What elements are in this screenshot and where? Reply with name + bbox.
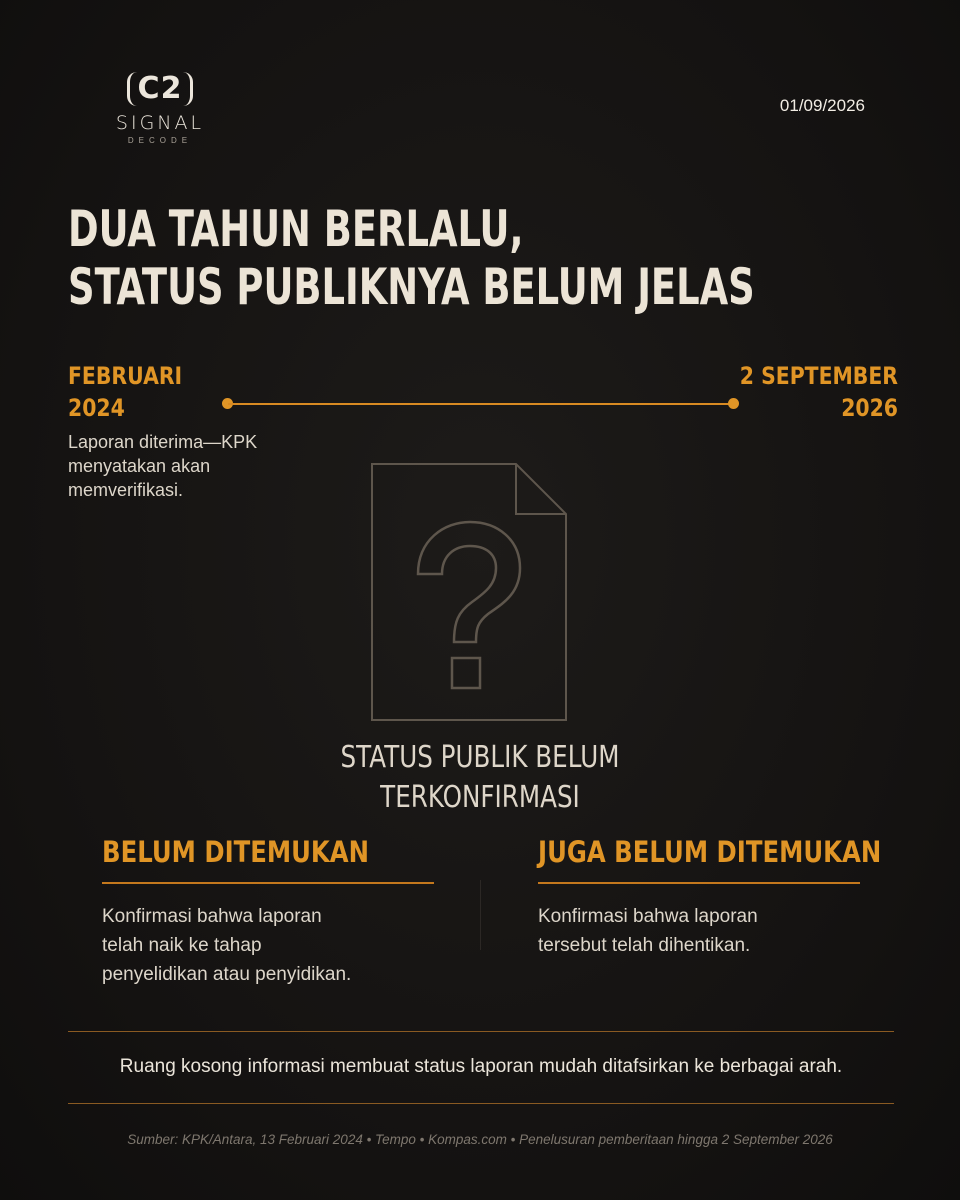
column-rule [538,882,860,884]
headline-line-2: STATUS PUBLIKNYA BELUM JELAS [68,258,755,316]
column-body [102,902,434,989]
footer-rule-bottom [68,1103,894,1104]
timeline-start [68,360,202,424]
timeline-start-note: Laporan diterima—KPK menyatakan akan memverifikasi. [68,432,258,500]
column-title: JUGA BELUM DITEMUKAN [538,835,882,869]
status-label [316,738,644,818]
column-body-line: Konfirmasi bahwa laporan [538,906,758,927]
timeline-end-day-month: 2 SEPTEMBER [739,362,898,390]
document-question-icon [370,462,568,722]
column-body [538,902,860,960]
footer-statement: Ruang kosong informasi membuat status laporan mudah ditafsirkan ke berbagai arah. [119,1056,843,1077]
brand-logo [100,72,220,145]
timeline-end [700,360,898,424]
logo-name: SIGNAL [115,112,205,134]
column-body-line: penyelidikan atau penyidikan. [102,964,352,985]
source-note: Sumber: KPK/Antara, 13 Februari 2024 • Tempo • Kompas.com • Penelusuran pemberitaan hingga 2 September 2026 [127,1132,833,1147]
status-line-2: TERKONFIRMASI [380,780,580,815]
publish-date: 01/09/2026 [779,96,865,115]
column-body-line: Konfirmasi bahwa laporan [102,906,322,927]
column-rule [102,882,434,884]
column-body-line: telah naik ke tahap [102,935,262,956]
timeline-end-year: 2026 [841,394,898,422]
column-body-line: tersebut telah dihentikan. [538,935,751,956]
column-divider [480,880,481,950]
timeline-start-year: 2024 [68,394,125,422]
column-title: BELUM DITEMUKAN [102,835,370,869]
footer-rule-top [68,1031,894,1032]
timeline-line [228,403,734,405]
logo-tagline: DECODE [127,136,193,145]
logo-mark: C2 [127,72,194,106]
timeline-start-month: FEBRUARI [68,362,183,390]
headline-line-1: DUA TAHUN BERLALU, [68,200,524,258]
column-also-not-found [538,832,882,960]
headline [68,200,755,316]
column-not-found [102,832,434,989]
status-line-1: STATUS PUBLIK BELUM [340,740,620,775]
